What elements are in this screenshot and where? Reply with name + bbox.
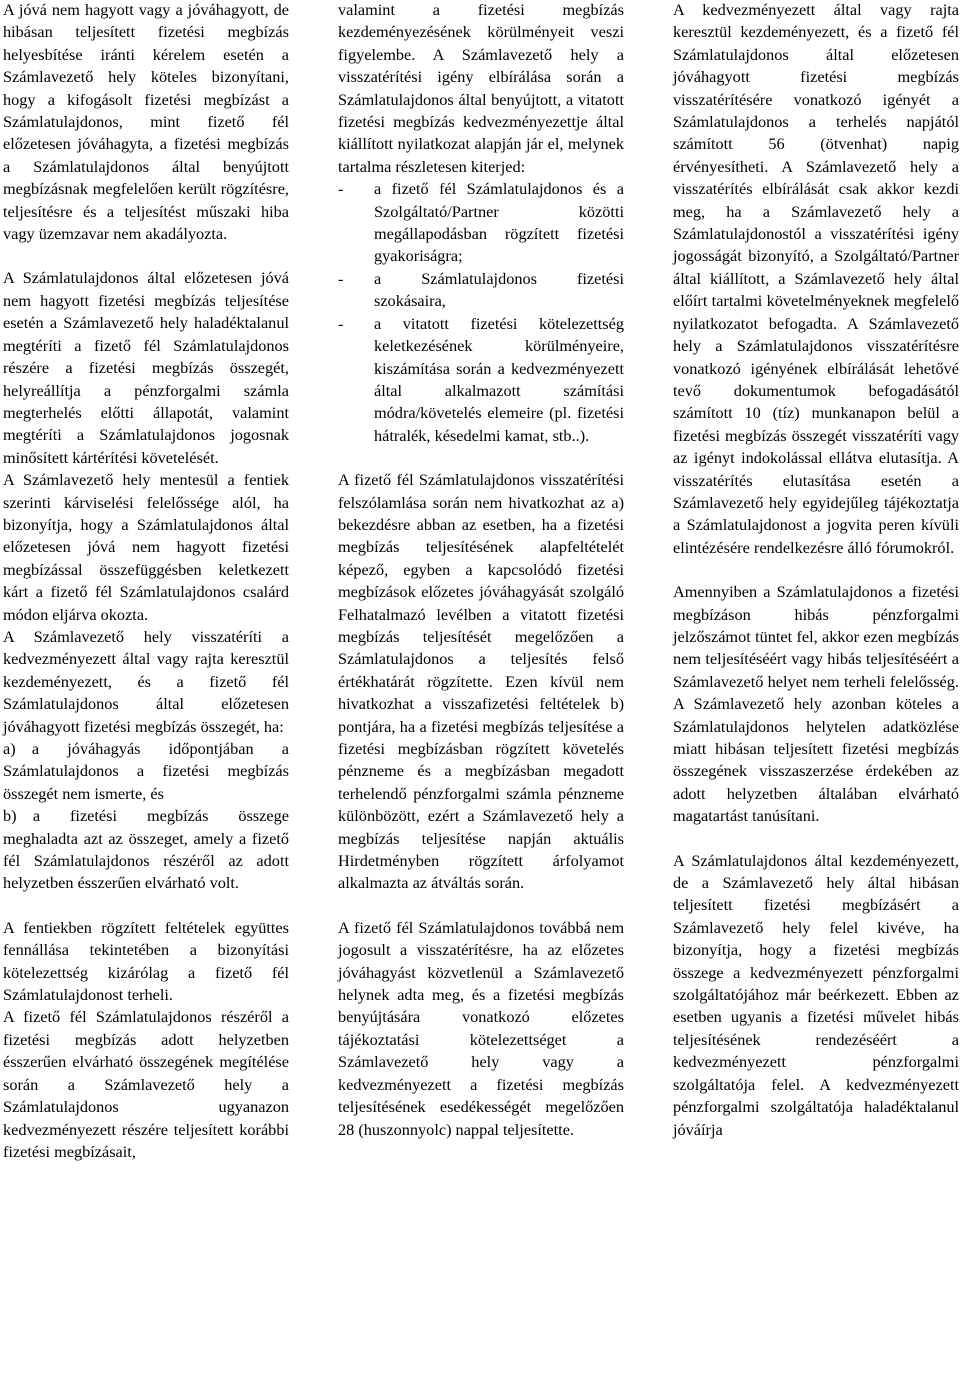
paragraph: A jóvá nem hagyott vagy a jóváhagyott, de hibásan teljesített fizetési megbízás helyesbítése iránti kérelem esetén a Számlavezető hely köteles bizonyítani, hogy a kifogásolt fizetési megbízást a Számlatulajdonos, mint fizető fél előzetesen jóváhagyta, a fizetési megbízás a Számlatulajdonos által benyújtott megbízásnak megfelelően került rögzítésre, teljesítésre és a teljesítést műszaki hiba vagy üzemzavar nem akadályozta.: [3, 0, 289, 244]
text-column-left: [3, 0, 289, 1163]
paragraph: A kedvezményezett által vagy rajta keresztül kezdeményezett, és a fizető fél Számlatulajdonos által előzetesen jóváhagyott fizetési megbízás visszatérítésére vonatkozó igényét a Számlatulajdonos a terhelés napjától számított 56 (ötvenhat) napig érvényesítheti. A Számlavezető hely a visszatérítés elbírálását csak akkor kezdi meg, ha a Számlavezető hely a Számlatulajdonostól a visszatérítési igény jogosságát bizonyító, a Szolgáltató/Partner által kiállított, a Számlavezető hely által előírt tartalmi követelményeknek megfelelő nyilatkozatot befogadta. A Számlavezető hely a Számlatulajdonos visszatérítésre vonatkozó igényének elbírálását lehetővé tevő dokumentumok befogadásától számított 10 (tíz) munkanapon belül a fizetési megbízás összegét visszatéríti vagy az igényt indokolással ellátva elutasítja. A visszatérítés elutasítása esetén a Számlavezető hely egyidejűleg tájékoztatja a Számlatulajdonost a jogvita peren kívüli elintézésére rendelkezésre álló fórumokról.: [673, 0, 959, 557]
list-item-text: a Számlatulajdonos fizetési szokásaira,: [374, 268, 624, 311]
list-item-text: a vitatott fizetési kötelezettség keletkezésének körülményeire, kiszámítása során a kedvezményezett által alkalmazott számítási módra/követelés elemeire (pl. fizetési hátralék, késedelmi kamat, stb..).: [374, 313, 624, 445]
list-item: [338, 268, 624, 313]
paragraph: valamint a fizetési megbízás kezdeményezésének körülményeit veszi figyelembe. A Számlavezető hely a visszatérítési igény elbírálása során a Számlatulajdonos által benyújtott, a vitatott fizetési megbízás kedvezményezettje által kiállított nyilatkozat alapján jár el, melynek tartalma részletesen kiterjed:: [338, 0, 624, 176]
list-item: a) a jóváhagyás időpontjában a Számlatulajdonos a fizetési megbízás összegét nem ismerte, és: [3, 739, 289, 803]
paragraph: A Számlatulajdonos által kezdeményezett, de a Számlavezető hely által hibásan teljesített fizetési megbízásért a Számlavezető hely felel kivéve, ha bizonyítja, hogy a fizetési megbízás összege a kedvezményezett pénzforgalmi szolgáltatójához már beérkezett. Ebben az esetben ugyanis a fizetési művelet hibás teljesítésének rendezéséért a kedvezményezett pénzforgalmi szolgáltatója felel. A kedvezményezett pénzforgalmi szolgáltatója haladéktalanul jóváírja: [673, 850, 959, 1139]
dash-marker: -: [338, 179, 344, 199]
paragraph: A fizető fél Számlatulajdonos részéről a fizetési megbízás adott helyzetben ésszerűen elvárható összegének megítélése során a Számlavezető hely a Számlatulajdonos ugyanazon kedvezményezett részére teljesített korábbi fizetési megbízásait,: [3, 1007, 289, 1161]
paragraph: A fentiekben rögzített feltételek együttes fennállása tekintetében a bizonyítási kötelezettség kizárólag a fizető fél Számlatulajdonost terheli.: [3, 917, 289, 1005]
paragraph: Amennyiben a Számlatulajdonos a fizetési megbízáson hibás pénzforgalmi jelzőszámot tüntet fel, akkor ezen megbízás nem teljesítéséért vagy hibás teljesítéséért a Számlavezető helyet nem terheli felelősség. A Számlavezető hely azonban köteles a Számlatulajdonos helytelen adatközlése miatt hibásan teljesített fizetési megbízás összegének visszaszerzése érdekében az adott helyzetben általában elvárható magatartást tanúsítani.: [673, 582, 959, 826]
paragraph: A fizető fél Számlatulajdonos továbbá nem jogosult a visszatérítésre, ha az előzetes jóváhagyást közvetlenül a Számlavezető helynek adta meg, és a fizetési megbízás benyújtására vonatkozó előzetes tájékoztatási kötelezettséget a Számlavezető hely vagy a kedvezményezett a fizetési megbízás teljesítésének esedékességét megelőzően 28 (huszonnyolc) nappal teljesítette.: [338, 917, 624, 1139]
paragraph: A fizető fél Számlatulajdonos visszatérítési felszólamlása során nem hivatkozhat az a) bekezdésre abban az esetben, ha a fizetési megbízás teljesítésének alapfeltételét képező, egyben a kapcsolódó fizetési megbízások előzetes jóváhagyását szolgáló Felhatalmazó levélben a vitatott fizetési megbízás teljesítését megelőzően a Számlatulajdonos a teljesítés felső értékhatárát rögzítette. Ezen kívül nem hivatkozhat a visszafizetési feltételek b) pontjára, ha a fizetési megbízás teljesítése a fizetési megbízásban rögzített követelés pénzneme és a megbízásban megadott terhelendő pénzforgalmi számla pénzneme különbözött, ezért a Számlavezető hely a megbízás teljesítése napján aktuális Hirdetményben rögzített árfolyamot alkalmazta az átváltás során.: [338, 470, 624, 893]
list-item: [338, 313, 624, 447]
dash-marker: -: [338, 313, 344, 333]
paragraph: A Számlavezető hely visszatéríti a kedvezményezett által vagy rajta keresztül kezdeményezett, és a fizető fél Számlatulajdonos által előzetesen jóváhagyott fizetési megbízás összegét, ha:: [3, 626, 289, 736]
list-item-text: a fizető fél Számlatulajdonos és a Szolgáltató/Partner közötti megállapodásban rögzített fizetési gyakoriságra;: [374, 179, 624, 266]
paragraph: A Számlavezető hely mentesül a fentiek szerinti kárviselési felelőssége alól, ha bizonyítja, hogy a Számlatulajdonos által előzetesen jóvá nem hagyott fizetési megbízással összefüggésben keletkezett kárt a fizető fél Számlatulajdonos csalárd módon eljárva okozta.: [3, 470, 289, 624]
text-column-right: [673, 0, 959, 1141]
dash-marker: -: [338, 268, 344, 288]
list-item: b) a fizetési megbízás összege meghaladta azt az összeget, amely a fizető fél Számlatulajdonos részéről az adott helyzetben ésszerűen elvárható volt.: [3, 806, 289, 893]
list-item: [338, 178, 624, 268]
text-column-middle: [338, 0, 624, 1141]
paragraph: A Számlatulajdonos által előzetesen jóvá nem hagyott fizetési megbízás teljesítése esetén a Számlavezető hely haladéktalanul megtéríti a fizető fél Számlatulajdonos részére a fizetési megbízás összegét, helyreállítja a pénzforgalmi számla megterhelés előtti állapotát, valamint megtéríti a Számlatulajdonos jogosnak minősített kártérítési követelését.: [3, 268, 289, 467]
